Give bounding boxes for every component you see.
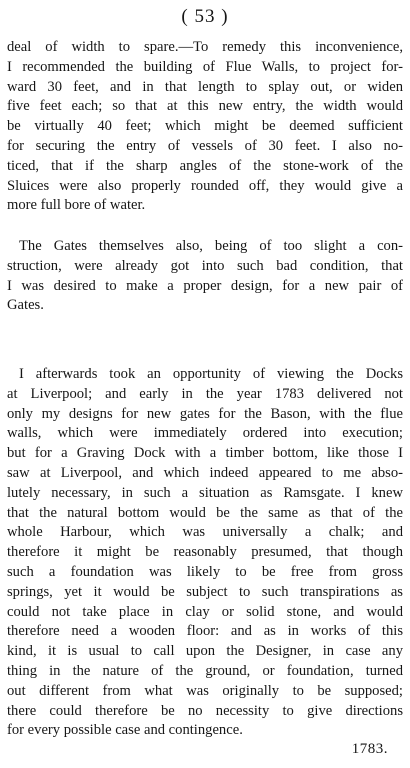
text-line: there could therefore be no necessity to give directions: [7, 702, 403, 719]
text-line: I afterwards took an opportunity of viewing the Docks: [19, 366, 403, 382]
text-line: five feet each; so that at this new entry, the width would: [7, 98, 403, 115]
text-line: be virtually 40 feet; which might be deemed sufficient: [7, 118, 403, 135]
text-line: therefore it might be reasonably presumed, that though: [7, 544, 403, 561]
text-line: thing in the nature of the ground, or foundation, turned: [7, 662, 403, 679]
text-line: struction, were already got into such bad condition, that: [7, 257, 403, 274]
text-line: I was desired to make a proper design, for a new pair of: [7, 277, 403, 294]
text-line: ticed, that if the sharp angles of the stone-work of the: [7, 157, 403, 174]
text-line: deal of width to spare.—To remedy this inconvenience,: [7, 39, 403, 55]
text-line: for every possible case and contingence.: [7, 722, 243, 739]
text-line: could not take place in clay or solid stone, and would: [7, 603, 403, 620]
text-line: that the natural bottom would be the same as that of the: [7, 504, 403, 521]
paragraph-flue-walls: [7, 38, 403, 216]
text-line: whole Harbour, which was universally a chalk; and: [7, 524, 403, 541]
paragraph-graving-dock: [7, 365, 403, 741]
catchword: 1783.: [351, 741, 388, 757]
text-line: I recommended the building of Flue Walls, to project for-: [7, 58, 403, 75]
text-line: for securing the entry of vessels of 30 feet. I also no-: [7, 137, 403, 154]
text-line: Sluices were also properly rounded off, they would give a: [7, 177, 403, 194]
text-line: at Liverpool; and early in the year 1783 delivered not: [7, 385, 403, 402]
paragraph-gates: [7, 237, 403, 316]
text-line: kind, it is usual to call upon the Designer, in case any: [7, 643, 403, 660]
text-line: Gates.: [7, 297, 44, 314]
text-line: out different from what was originally to be supposed;: [7, 682, 403, 699]
text-line: The Gates themselves also, being of too slight a con-: [19, 238, 403, 254]
text-line: ward 30 feet, and in that length to splay out, or widen: [7, 78, 403, 95]
text-line: lutely necessary, in such a situation as Ramsgate. I knew: [7, 484, 403, 501]
page-number: ( 53 ): [181, 6, 229, 27]
text-line: therefore need a wooden floor: and as in works of this: [7, 623, 403, 640]
text-line: saw at Liverpool, and which indeed appeared to me abso-: [7, 464, 403, 481]
text-line: springs, yet it would be subject to such transpirations as: [7, 583, 403, 600]
text-line: only my designs for new gates for the Bason, with the flue: [7, 405, 403, 422]
text-line: but for a Graving Dock with a timber bottom, like those I: [7, 445, 403, 462]
text-line: more full bore of water.: [7, 197, 146, 214]
text-line: such a foundation was likely to be free from gross: [7, 563, 403, 580]
text-line: walls, which were immediately ordered into execution;: [7, 425, 403, 442]
